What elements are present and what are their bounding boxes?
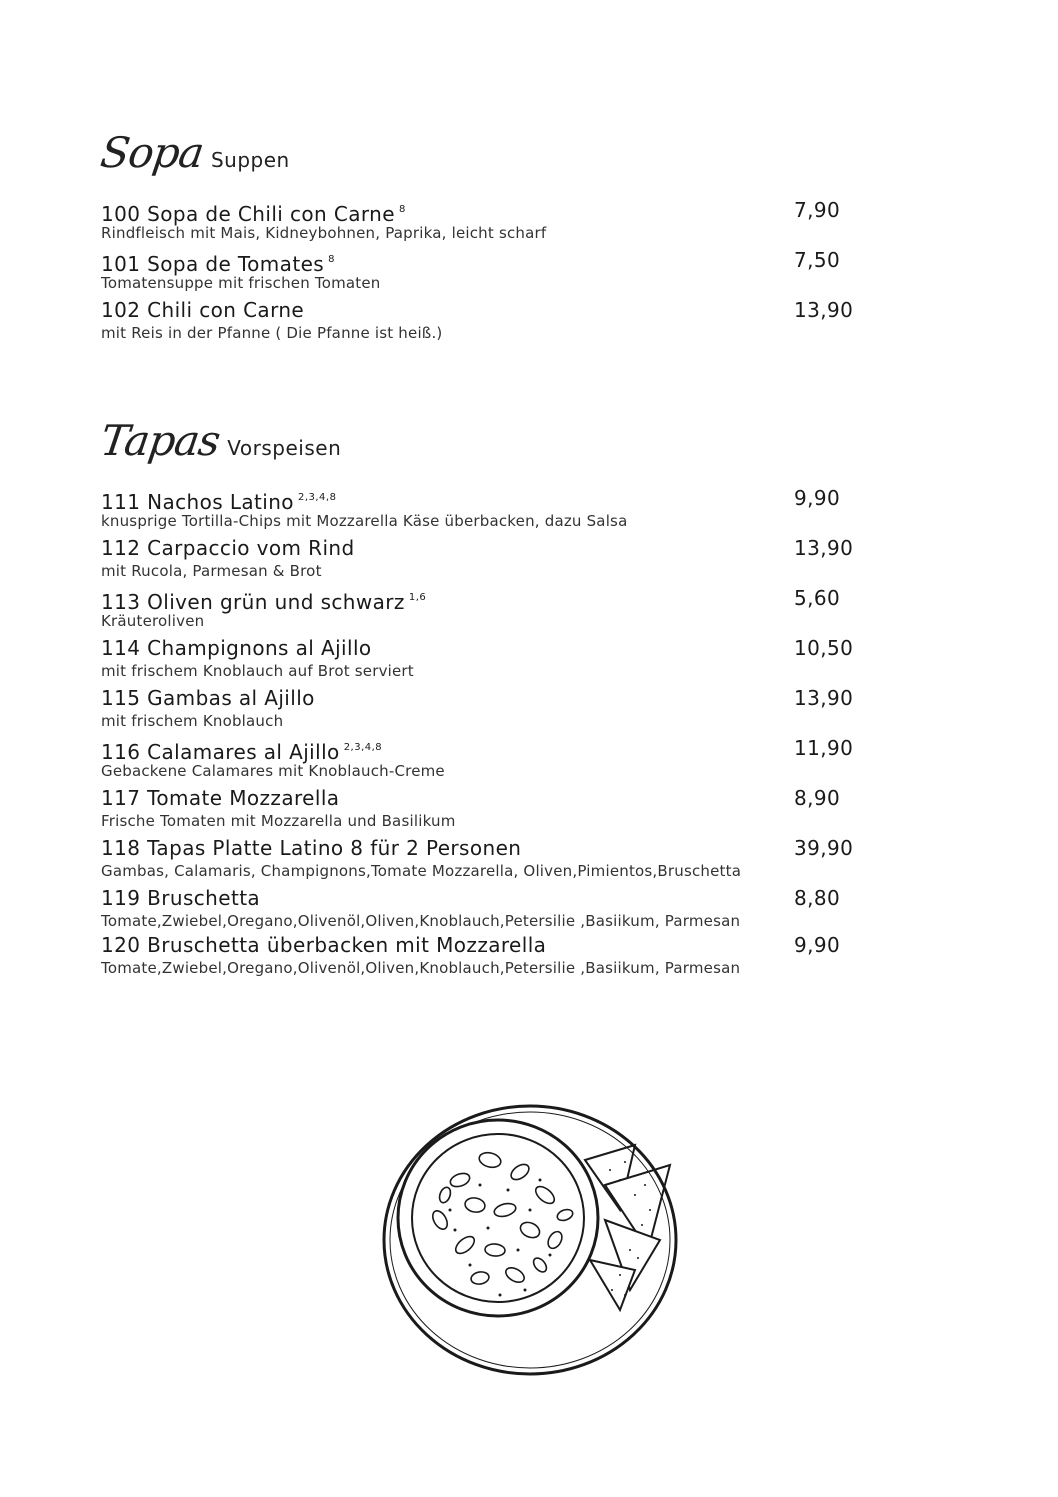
item-description: knusprige Tortilla-Chips mit Mozzarella Käse überbacken, dazu Salsa	[101, 512, 628, 530]
item-description: mit Rucola, Parmesan & Brot	[101, 562, 322, 580]
section-subtitle: Vorspeisen	[227, 436, 342, 460]
menu-item	[101, 933, 881, 983]
item-name: 115 Gambas al Ajillo	[101, 686, 315, 710]
item-name: 120 Bruschetta überbacken mit Mozzarella	[101, 933, 547, 957]
item-description: Tomatensuppe mit frischen Tomaten	[101, 274, 381, 292]
item-price: 13,90	[794, 686, 854, 710]
item-name-wrap	[101, 836, 521, 860]
item-price: 39,90	[794, 836, 854, 860]
section-subtitle: Suppen	[210, 148, 290, 172]
item-description: mit Reis in der Pfanne ( Die Pfanne ist heiß.)	[101, 324, 443, 342]
menu-item	[101, 836, 881, 886]
tapas-section	[97, 416, 881, 977]
section-header	[97, 128, 881, 188]
item-name: 112 Carpaccio vom Rind	[101, 536, 355, 560]
item-name-wrap	[101, 298, 304, 322]
item-name: 111 Nachos Latino	[101, 490, 294, 514]
item-price: 8,80	[794, 886, 841, 910]
menu-item	[101, 636, 881, 686]
item-name-wrap	[101, 686, 315, 710]
item-price: 10,50	[794, 636, 854, 660]
item-name: 102 Chili con Carne	[101, 298, 305, 322]
menu-item	[101, 886, 881, 933]
item-name-wrap	[101, 536, 355, 560]
section-header	[97, 416, 881, 476]
item-price: 11,90	[794, 736, 854, 760]
item-name: 101 Sopa de Tomates	[101, 252, 325, 276]
menu-item	[101, 198, 881, 248]
item-name-wrap	[101, 736, 382, 764]
menu-item	[101, 686, 881, 736]
item-name: 100 Sopa de Chili con Carne	[101, 202, 395, 226]
item-name: 116 Calamares al Ajillo	[101, 740, 340, 764]
item-allergens: 8	[328, 254, 335, 265]
item-allergens: 2,3,4,8	[343, 742, 383, 753]
menu-item	[101, 298, 881, 348]
item-allergens: 8	[398, 204, 406, 215]
menu-item	[101, 486, 881, 536]
item-price: 7,50	[794, 248, 841, 272]
item-allergens: 1,6	[408, 592, 427, 603]
item-description: Gebackene Calamares mit Knoblauch-Creme	[101, 762, 445, 780]
item-price: 8,90	[794, 786, 841, 810]
item-name-wrap	[101, 933, 546, 957]
item-description: Rindfleisch mit Mais, Kidneybohnen, Paprika, leicht scharf	[101, 224, 547, 242]
item-name-wrap	[101, 198, 406, 226]
item-name-wrap	[101, 586, 426, 614]
item-name-wrap	[101, 636, 372, 660]
item-name: 119 Bruschetta	[101, 886, 261, 910]
item-name: 118 Tapas Platte Latino 8 für 2 Personen	[101, 836, 522, 860]
bean-bowl-with-nachos-icon	[380, 1100, 680, 1380]
item-name-wrap	[101, 786, 339, 810]
menu-item	[101, 586, 881, 636]
section-script-title: Sopa	[97, 128, 207, 177]
item-name: 117 Tomate Mozzarella	[101, 786, 340, 810]
item-description: mit frischem Knoblauch	[101, 712, 284, 730]
item-price: 9,90	[794, 486, 841, 510]
item-description: Kräuteroliven	[101, 612, 205, 630]
section-script-title: Tapas	[97, 416, 223, 465]
item-name: 114 Champignons al Ajillo	[101, 636, 372, 660]
item-description: Tomate,Zwiebel,Oregano,Olivenöl,Oliven,Knoblauch,Petersilie ,Basiikum, Parmesan	[101, 959, 741, 977]
item-name-wrap	[101, 486, 336, 514]
item-description: Frische Tomaten mit Mozzarella und Basilikum	[101, 812, 456, 830]
item-price: 7,90	[794, 198, 841, 222]
item-price: 5,60	[794, 586, 841, 610]
item-name: 113 Oliven grün und schwarz	[101, 590, 405, 614]
item-name-wrap	[101, 248, 335, 276]
item-name-wrap	[101, 886, 260, 910]
soup-section	[97, 128, 881, 342]
item-description: Tomate,Zwiebel,Oregano,Olivenöl,Oliven,Knoblauch,Petersilie ,Basiikum, Parmesan	[101, 912, 741, 930]
menu-item	[101, 786, 881, 836]
item-price: 9,90	[794, 933, 841, 957]
item-price: 13,90	[794, 298, 854, 322]
menu-item	[101, 536, 881, 586]
menu-item	[101, 736, 881, 786]
menu-item	[101, 248, 881, 298]
item-description: Gambas, Calamaris, Champignons,Tomate Mozzarella, Oliven,Pimientos,Bruschetta	[101, 862, 742, 880]
item-price: 13,90	[794, 536, 854, 560]
item-allergens: 2,3,4,8	[297, 492, 337, 503]
item-description: mit frischem Knoblauch auf Brot serviert	[101, 662, 414, 680]
